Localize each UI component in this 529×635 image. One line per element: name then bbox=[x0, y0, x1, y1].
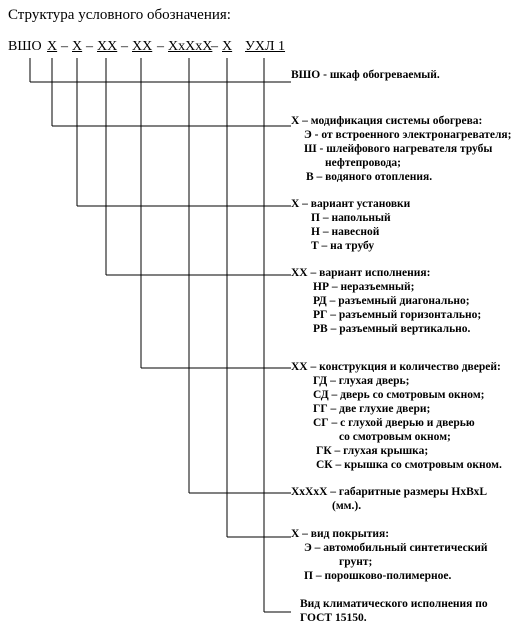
code-part-4: ХХ bbox=[132, 39, 153, 54]
code-part-5: ХхХхХ bbox=[168, 39, 213, 54]
legend-item: ГД – глухая дверь; bbox=[313, 375, 410, 387]
legend-item: П – порошково-полимерное. bbox=[304, 570, 452, 582]
legend-part-5-head: ХхХхХ – габаритные размеры НхВхL bbox=[291, 486, 488, 498]
legend-item: ГК – глухая крышка; bbox=[316, 445, 429, 457]
legend-item: СК – крышка со смотровым окном. bbox=[316, 459, 502, 471]
code-part-3: ХХ bbox=[97, 39, 118, 54]
legend-part-6-head: Х – вид покрытия: bbox=[291, 528, 390, 540]
legend-item: СГ – с глухой дверью и дверью bbox=[313, 417, 475, 429]
legend-item: П – напольный bbox=[311, 212, 391, 224]
legend-item: В – водяного отопления. bbox=[306, 171, 433, 183]
legend-part-3-head: ХХ – вариант исполнения: bbox=[291, 267, 431, 279]
code-part-7: УХЛ 1 bbox=[245, 39, 286, 54]
legend-item: грунт; bbox=[339, 556, 373, 568]
legend-part-2-head: Х – вариант установки bbox=[291, 198, 411, 210]
legend-part-1-head: Х – модификация системы обогрева: bbox=[291, 115, 483, 127]
legend-item: Ш - шлейфового нагревателя трубы bbox=[304, 143, 493, 155]
legend-item: ГОСТ 15150. bbox=[300, 612, 367, 624]
legend-item: (мм.). bbox=[332, 500, 362, 512]
code-prefix: ВШО bbox=[8, 39, 42, 54]
legend-item: НР – неразъемный; bbox=[313, 281, 415, 293]
code-separator: – bbox=[211, 39, 218, 54]
legend-item: Н – навесной bbox=[311, 226, 380, 238]
legend-part-7-head: Вид климатического исполнения по bbox=[300, 598, 488, 610]
code-part-1: Х bbox=[47, 39, 58, 54]
code-separator: – bbox=[86, 39, 93, 54]
legend-prefix-head: ВШО - шкаф обогреваемый. bbox=[291, 69, 440, 81]
legend-item: СД – дверь со смотровым окном; bbox=[313, 389, 485, 401]
legend-part-4-head: ХХ – конструкция и количество дверей: bbox=[291, 361, 501, 373]
legend-item: Э - от встроенного электронагревателя; bbox=[304, 129, 512, 141]
code-part-6: Х bbox=[222, 39, 233, 54]
legend-item: ГГ – две глухие двери; bbox=[313, 403, 431, 415]
legend-item: со смотровым окном; bbox=[339, 431, 451, 443]
legend-item: нефтепровода; bbox=[325, 157, 402, 169]
legend-item: РВ – разъемный вертикально. bbox=[313, 323, 471, 335]
code-part-2: Х bbox=[72, 39, 83, 54]
legend-item: РГ – разъемный горизонтально; bbox=[313, 309, 482, 321]
legend-item: Т – на трубу bbox=[311, 240, 375, 252]
diagram-title: Структура условного обозначения: bbox=[8, 7, 231, 23]
legend-item: РД – разъемный диагонально; bbox=[313, 295, 470, 307]
code-separator: – bbox=[121, 39, 128, 54]
legend-item: Э – автомобильный синтетический bbox=[304, 542, 488, 554]
code-separator: – bbox=[61, 39, 68, 54]
code-separator: – bbox=[157, 39, 164, 54]
